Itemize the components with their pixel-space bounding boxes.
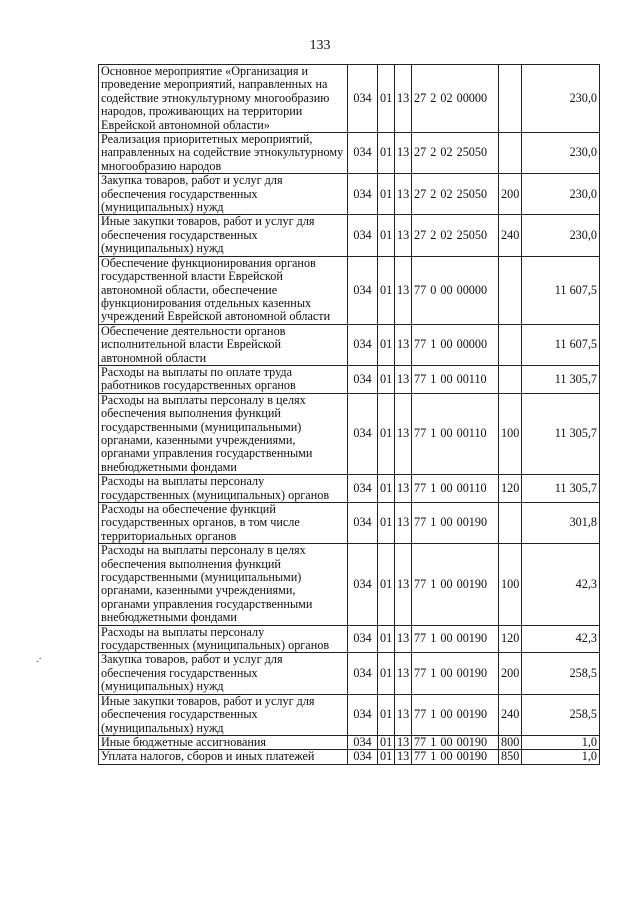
row-target-article-code: 77 1 00 00190 [412, 694, 499, 735]
table-row [99, 544, 600, 625]
row-amount: 1,0 [522, 735, 600, 749]
row-amount: 11 305,7 [522, 365, 600, 393]
row-target-article-code: 77 1 00 00110 [412, 475, 499, 503]
row-expense-type-code: 120 [499, 475, 522, 503]
row-expense-type-code: 240 [499, 215, 522, 256]
table-row [99, 653, 600, 694]
row-name: Основное мероприятие «Организация и проведение мероприятий, направленных на содействие этнокультурному многообразию народов, проживающих на территории Еврейской автономной области» [99, 65, 348, 133]
row-department-code: 034 [348, 475, 378, 503]
row-section-code: 01 [378, 750, 395, 764]
row-section-code: 01 [378, 215, 395, 256]
row-section-code: 01 [378, 735, 395, 749]
row-department-code: 034 [348, 544, 378, 625]
row-target-article-code: 77 1 00 00190 [412, 625, 499, 653]
row-target-article-code: 77 1 00 00110 [412, 365, 499, 393]
row-department-code: 034 [348, 324, 378, 365]
row-section-code: 01 [378, 324, 395, 365]
row-section-code: 01 [378, 393, 395, 474]
row-section-code: 01 [378, 174, 395, 215]
row-amount: 11 607,5 [522, 324, 600, 365]
row-amount: 230,0 [522, 65, 600, 133]
row-expense-type-code [499, 503, 522, 544]
row-target-article-code: 77 1 00 00190 [412, 735, 499, 749]
row-name: Иные бюджетные ассигнования [99, 735, 348, 749]
row-expense-type-code [499, 365, 522, 393]
row-subsection-code: 13 [395, 475, 412, 503]
table-row [99, 133, 600, 174]
row-expense-type-code: 850 [499, 750, 522, 764]
row-expense-type-code: 120 [499, 625, 522, 653]
row-name: Расходы на выплаты персоналу в целях обеспечения выполнения функций государственными (муниципальными) органами, казенными учреждениями, органами управления государственными внебюджетными фондами [99, 393, 348, 474]
table-row [99, 625, 600, 653]
row-name: Закупка товаров, работ и услуг для обеспечения государственных (муниципальных) нужд [99, 653, 348, 694]
row-amount: 258,5 [522, 694, 600, 735]
page-number: 133 [309, 38, 331, 53]
row-section-code: 01 [378, 653, 395, 694]
table-row [99, 694, 600, 735]
row-subsection-code: 13 [395, 324, 412, 365]
row-target-article-code: 77 1 00 00190 [412, 653, 499, 694]
table-row [99, 735, 600, 749]
row-expense-type-code: 100 [499, 393, 522, 474]
row-subsection-code: 13 [395, 694, 412, 735]
row-amount: 42,3 [522, 544, 600, 625]
table-row [99, 750, 600, 764]
row-target-article-code: 77 1 00 00110 [412, 393, 499, 474]
row-section-code: 01 [378, 694, 395, 735]
row-name: Иные закупки товаров, работ и услуг для обеспечения государственных (муниципальных) нужд [99, 215, 348, 256]
row-section-code: 01 [378, 256, 395, 324]
row-department-code: 034 [348, 65, 378, 133]
row-target-article-code: 27 2 02 25050 [412, 133, 499, 174]
row-amount: 11 305,7 [522, 475, 600, 503]
row-department-code: 034 [348, 653, 378, 694]
row-department-code: 034 [348, 393, 378, 474]
table-row [99, 324, 600, 365]
row-expense-type-code [499, 65, 522, 133]
row-department-code: 034 [348, 174, 378, 215]
table-row [99, 365, 600, 393]
row-section-code: 01 [378, 65, 395, 133]
row-amount: 230,0 [522, 133, 600, 174]
row-amount: 1,0 [522, 750, 600, 764]
row-target-article-code: 77 1 00 00190 [412, 544, 499, 625]
row-target-article-code: 77 1 00 00190 [412, 750, 499, 764]
row-amount: 230,0 [522, 215, 600, 256]
table-row [99, 215, 600, 256]
row-name: Уплата налогов, сборов и иных платежей [99, 750, 348, 764]
row-name: Расходы на выплаты персоналу в целях обеспечения выполнения функций государственными (муниципальными) органами, казенными учреждениями, органами управления государственными внебюджетными фондами [99, 544, 348, 625]
row-name: Расходы на выплаты персоналу государственных (муниципальных) органов [99, 475, 348, 503]
row-target-article-code: 27 2 02 00000 [412, 65, 499, 133]
row-department-code: 034 [348, 365, 378, 393]
row-amount: 230,0 [522, 174, 600, 215]
row-subsection-code: 13 [395, 750, 412, 764]
row-department-code: 034 [348, 215, 378, 256]
row-expense-type-code: 200 [499, 653, 522, 694]
row-department-code: 034 [348, 133, 378, 174]
row-section-code: 01 [378, 475, 395, 503]
table-row [99, 256, 600, 324]
row-name: Расходы на выплаты персоналу государственных (муниципальных) органов [99, 625, 348, 653]
row-amount: 11 607,5 [522, 256, 600, 324]
row-department-code: 034 [348, 256, 378, 324]
table-row [99, 475, 600, 503]
row-name: Иные закупки товаров, работ и услуг для обеспечения государственных (муниципальных) нужд [99, 694, 348, 735]
row-subsection-code: 13 [395, 625, 412, 653]
row-subsection-code: 13 [395, 653, 412, 694]
row-name: Обеспечение деятельности органов исполнительной власти Еврейской автономной области [99, 324, 348, 365]
row-target-article-code: 77 1 00 00000 [412, 324, 499, 365]
scan-speck: .· [36, 654, 42, 665]
row-subsection-code: 13 [395, 393, 412, 474]
row-name: Закупка товаров, работ и услуг для обеспечения государственных (муниципальных) нужд [99, 174, 348, 215]
table-row [99, 393, 600, 474]
row-subsection-code: 13 [395, 133, 412, 174]
row-expense-type-code: 800 [499, 735, 522, 749]
row-name: Реализация приоритетных мероприятий, направленных на содействие этнокультурному многообразию народов [99, 133, 348, 174]
row-subsection-code: 13 [395, 256, 412, 324]
row-target-article-code: 27 2 02 25050 [412, 174, 499, 215]
row-name: Расходы на выплаты по оплате труда работников государственных органов [99, 365, 348, 393]
row-department-code: 034 [348, 625, 378, 653]
row-section-code: 01 [378, 544, 395, 625]
row-expense-type-code: 240 [499, 694, 522, 735]
budget-table-body [99, 65, 600, 765]
row-subsection-code: 13 [395, 503, 412, 544]
row-department-code: 034 [348, 503, 378, 544]
budget-table [98, 64, 600, 765]
table-row [99, 65, 600, 133]
row-section-code: 01 [378, 133, 395, 174]
row-department-code: 034 [348, 735, 378, 749]
row-amount: 258,5 [522, 653, 600, 694]
row-name: Обеспечение функционирования органов государственной власти Еврейской автономной области, обеспечение функционирования отдельных казенных учреждений Еврейской автономной области [99, 256, 348, 324]
row-amount: 11 305,7 [522, 393, 600, 474]
row-department-code: 034 [348, 750, 378, 764]
row-name: Расходы на обеспечение функций государственных органов, в том числе территориальных органов [99, 503, 348, 544]
row-subsection-code: 13 [395, 65, 412, 133]
row-expense-type-code: 100 [499, 544, 522, 625]
row-amount: 42,3 [522, 625, 600, 653]
row-target-article-code: 77 0 00 00000 [412, 256, 499, 324]
row-expense-type-code: 200 [499, 174, 522, 215]
row-target-article-code: 27 2 02 25050 [412, 215, 499, 256]
row-subsection-code: 13 [395, 735, 412, 749]
row-subsection-code: 13 [395, 544, 412, 625]
row-expense-type-code [499, 324, 522, 365]
row-amount: 301,8 [522, 503, 600, 544]
row-expense-type-code [499, 256, 522, 324]
row-expense-type-code [499, 133, 522, 174]
row-target-article-code: 77 1 00 00190 [412, 503, 499, 544]
row-section-code: 01 [378, 625, 395, 653]
table-row [99, 174, 600, 215]
row-subsection-code: 13 [395, 365, 412, 393]
table-row [99, 503, 600, 544]
row-section-code: 01 [378, 365, 395, 393]
row-subsection-code: 13 [395, 215, 412, 256]
row-section-code: 01 [378, 503, 395, 544]
row-subsection-code: 13 [395, 174, 412, 215]
row-department-code: 034 [348, 694, 378, 735]
